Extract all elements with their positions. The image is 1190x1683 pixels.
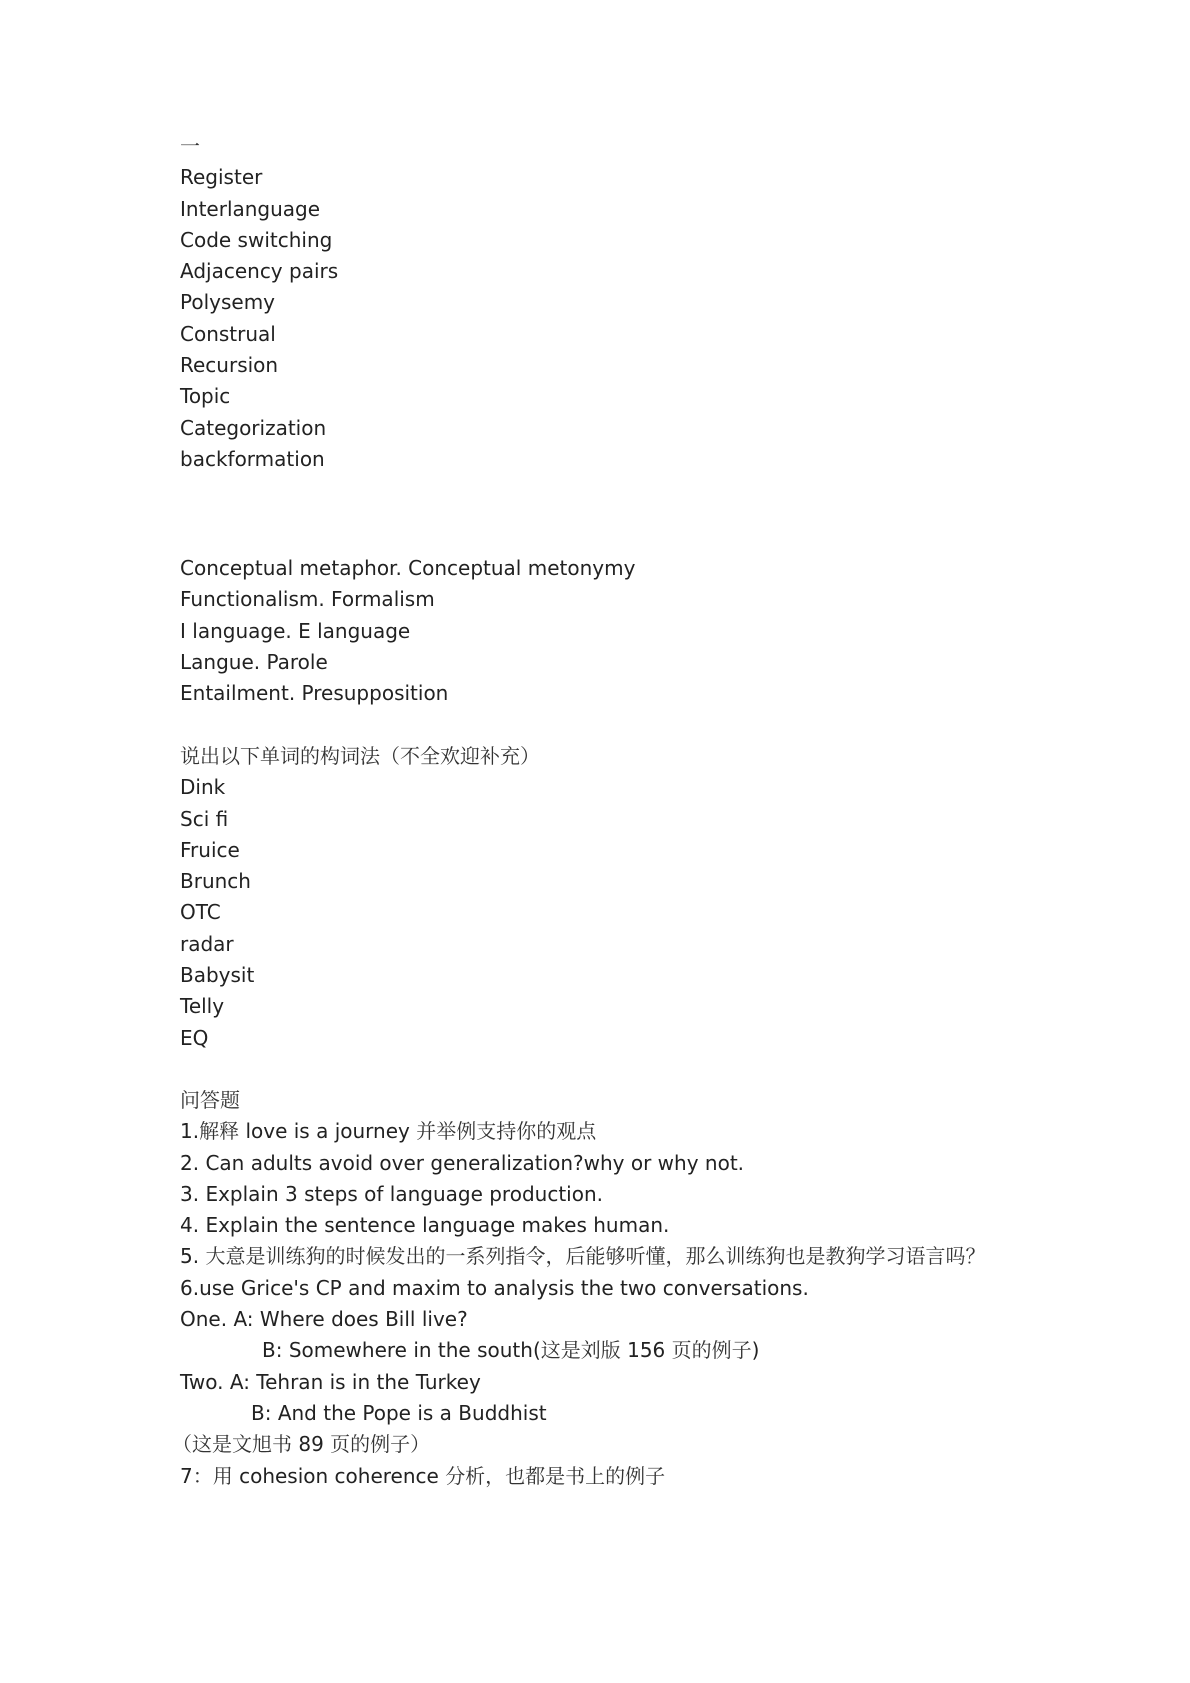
pair-item: Entailment. Presupposition	[180, 681, 449, 706]
question-text-cjk: 分析，也都是书上的例子	[445, 1463, 666, 1488]
pair-item: Langue. Parole	[180, 649, 328, 674]
question-number: 5.	[180, 1244, 206, 1269]
conversation-2-a: Two. A: Tehran is in the Turkey	[180, 1369, 481, 1394]
question-3: 3. Explain 3 steps of language production.	[180, 1181, 603, 1206]
word-item: Dink	[180, 775, 226, 800]
section-heading: 说出以下单词的构词法（不全欢迎补充）	[180, 744, 540, 768]
term-item: Construal	[180, 321, 276, 346]
question-text: cohesion coherence	[232, 1463, 446, 1488]
term-item: Register	[180, 165, 263, 190]
term-item: Interlanguage	[180, 196, 321, 221]
word-item: Brunch	[180, 869, 251, 894]
word-item: Babysit	[180, 963, 255, 988]
word-item: Telly	[180, 994, 225, 1019]
term-item: Recursion	[180, 353, 279, 378]
note-cjk: 页的例子）	[330, 1432, 431, 1457]
conversation-text: )	[751, 1338, 760, 1363]
conversation-text: B: Somewhere in the south(	[262, 1338, 541, 1363]
question-text: love is a journey	[239, 1119, 417, 1144]
document-page	[172, 0, 1080, 1683]
conversation-2-note	[172, 1429, 1060, 1460]
conversation-1-a: One. A: Where does Bill live?	[180, 1307, 468, 1332]
question-6: 6.use Grice's CP and maxim to analysis the two conversations.	[180, 1275, 809, 1300]
section-concept-pairs	[180, 553, 1060, 709]
term-item: Polysemy	[180, 290, 276, 315]
conversation-1-b	[180, 1335, 1060, 1366]
word-item: EQ	[180, 1025, 209, 1050]
conversation-note-cjk: 页的例子	[671, 1338, 752, 1363]
term-item: Code switching	[180, 227, 333, 252]
section-heading: 一	[180, 134, 200, 158]
conversation-note-cjk: 这是刘版	[540, 1338, 621, 1363]
question-1	[180, 1116, 1060, 1147]
page-number: 156	[620, 1338, 672, 1363]
term-item: backformation	[180, 446, 325, 471]
question-text-cjk: 并举例支持你的观点	[416, 1119, 597, 1144]
word-item: Sci fi	[180, 806, 229, 831]
question-text-cjk: ：用	[192, 1463, 233, 1488]
question-text-cjk: 解释	[199, 1119, 240, 1144]
question-5	[180, 1241, 1060, 1272]
section-word-formation	[180, 741, 1060, 1054]
section-terms	[180, 131, 1060, 475]
section-questions	[172, 1085, 1060, 1492]
word-item: OTC	[180, 900, 221, 925]
question-4: 4. Explain the sentence language makes human.	[180, 1213, 670, 1238]
word-item: radar	[180, 931, 234, 956]
question-number: 1.	[180, 1119, 200, 1144]
term-item: Topic	[180, 384, 231, 409]
term-item: Adjacency pairs	[180, 259, 339, 284]
conversation-2-b: B: And the Pope is a Buddhist	[251, 1400, 547, 1425]
pair-item: Conceptual metaphor. Conceptual metonymy	[180, 556, 636, 580]
question-text-cjk: 大意是训练狗的时候发出的一系列指令，后能够听懂，那么训练狗也是教狗学习语言吗？	[205, 1244, 986, 1269]
question-7	[180, 1461, 1060, 1492]
note-cjk: （这是文旭书	[172, 1432, 292, 1457]
pair-item: Functionalism. Formalism	[180, 587, 435, 612]
pair-item: I language. E language	[180, 618, 411, 643]
question-number: 7	[180, 1463, 193, 1488]
word-item: Fruice	[180, 837, 240, 862]
page-number: 89	[292, 1432, 331, 1457]
term-item: Categorization	[180, 415, 327, 440]
section-heading: 问答题	[180, 1088, 240, 1112]
question-2: 2. Can adults avoid over generalization?why or why not.	[180, 1150, 745, 1175]
